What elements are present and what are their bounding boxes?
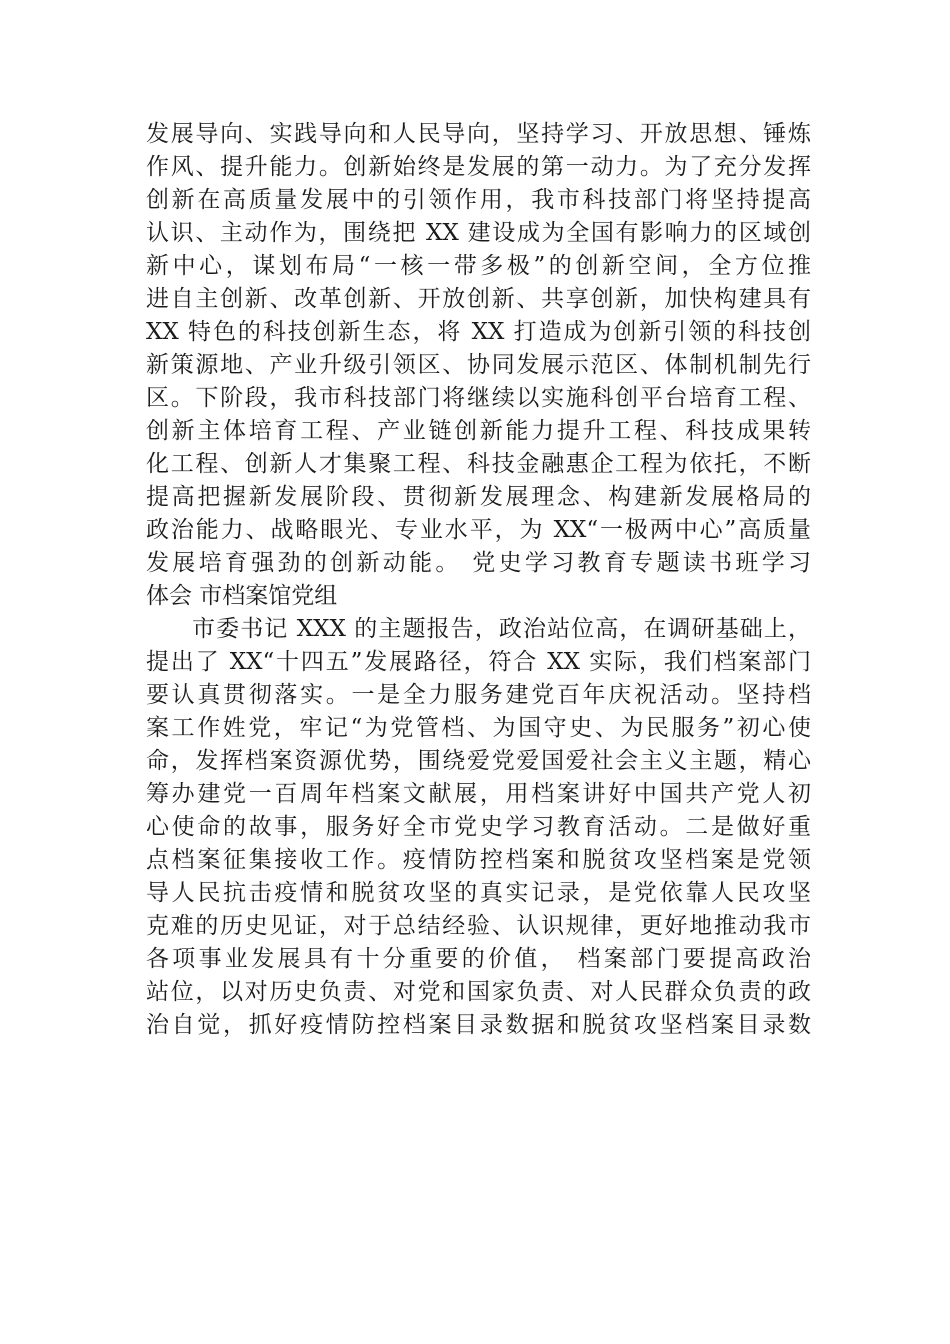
text-line: 克难的历史见证，对于总结经验、认识规律，更好地推动我市 [146, 913, 811, 939]
text-line: 命，发挥档案资源优势，围绕爱党爱国爱社会主义主题，精心 [146, 748, 811, 774]
text-line: 要认真贯彻落实。一是全力服务建党百年庆祝活动。坚持档 [146, 682, 811, 708]
text-line: 发展培育强劲的创新动能。 党史学习教育专题读书班学习 [146, 550, 811, 576]
section-title-line: 体会 市档案馆党组 [146, 583, 338, 609]
text-line: 新策源地、产业升级引领区、协同发展示范区、体制机制先行 [146, 352, 811, 378]
text-line: 创新主体培育工程、产业链创新能力提升工程、科技成果转 [146, 418, 811, 444]
document-body [146, 118, 811, 1042]
text-line: 各项事业发展具有十分重要的价值， 档案部门要提高政治 [146, 946, 811, 972]
text-line: 筹办建党一百周年档案文献展，用档案讲好中国共产党人初 [146, 781, 811, 807]
text-line: 心使命的故事，服务好全市党史学习教育活动。二是做好重 [146, 814, 811, 840]
text-line: 案工作姓党，牢记“为党管档、为国守史、为民服务”初心使 [146, 715, 811, 741]
text-line: 新中心，谋划布局“一核一带多极”的创新空间，全方位推 [146, 253, 811, 279]
text-line: 区。下阶段，我市科技部门将继续以实施科创平台培育工程、 [146, 385, 811, 411]
text-line: 点档案征集接收工作。疫情防控档案和脱贫攻坚档案是党领 [146, 847, 811, 873]
text-line: 认识、主动作为，围绕把 XX 建设成为全国有影响力的区域创 [146, 220, 811, 246]
text-line: 提出了 XX“十四五”发展路径，符合 XX 实际，我们档案部门 [146, 649, 811, 675]
text-line: 政治能力、战略眼光、专业水平，为 XX“一极两中心”高质量 [146, 517, 811, 543]
text-line: 创新在高质量发展中的引领作用，我市科技部门将坚持提高 [146, 187, 811, 213]
text-line: 化工程、创新人才集聚工程、科技金融惠企工程为依托，不断 [146, 451, 811, 477]
paragraph-first-line: 市委书记 XXX 的主题报告，政治站位高，在调研基础上， [192, 616, 811, 642]
text-line: 站位，以对历史负责、对党和国家负责、对人民群众负责的政 [146, 979, 811, 1005]
text-line: 进自主创新、改革创新、开放创新、共享创新，加快构建具有 [146, 286, 811, 312]
text-line: 提高把握新发展阶段、贯彻新发展理念、构建新发展格局的 [146, 484, 811, 510]
text-line: 发展导向、实践导向和人民导向，坚持学习、开放思想、锤炼 [146, 121, 811, 147]
text-line: XX 特色的科技创新生态，将 XX 打造成为创新引领的科技创 [146, 319, 811, 345]
text-line: 治自觉，抓好疫情防控档案目录数据和脱贫攻坚档案目录数 [146, 1012, 811, 1038]
text-line: 导人民抗击疫情和脱贫攻坚的真实记录，是党依靠人民攻坚 [146, 880, 811, 906]
text-line: 作风、提升能力。创新始终是发展的第一动力。为了充分发挥 [146, 154, 811, 180]
